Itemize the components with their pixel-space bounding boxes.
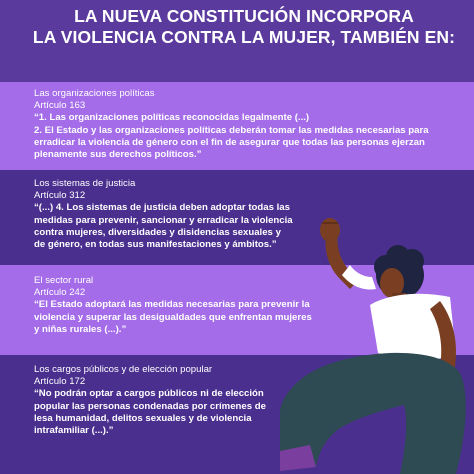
section-heading: El sector rural (34, 275, 94, 286)
quote-line: “El Estado adoptará las medidas necesarias para prevenir la (34, 299, 310, 311)
section-organizaciones-politicas (34, 88, 454, 161)
page-title (24, 6, 464, 48)
quote-line: plenamente sus derechos políticos.” (34, 149, 202, 161)
section-heading: Los sistemas de justicia (34, 178, 136, 189)
quote-line: popular las personas condenadas por crímenes de (34, 400, 266, 412)
title-line-1: LA NUEVA CONSTITUCIÓN INCORPORA (74, 6, 414, 26)
quote-line: contra mujeres, diversidades y disidencias sexuales y (34, 226, 281, 238)
quote-line: “1. Las organizaciones políticas reconocidas legalmente (...) (34, 112, 310, 124)
raised-fist-woman-icon (280, 205, 474, 474)
section-heading: Los cargos públicos y de elección popular (34, 364, 213, 375)
quote-line: erradicar la violencia de género con el fin de asegurar que todas las personas ejerzan (34, 136, 425, 148)
section-cargos-publicos (34, 364, 302, 437)
section-article: Artículo 312 (34, 190, 86, 202)
quote-line: “(...) 4. Los sistemas de justicia deben adoptar todas las (34, 202, 290, 214)
quote-line: de género, en todas sus manifestaciones y ámbitos.” (34, 239, 277, 251)
quote-line: “No podrán optar a cargos públicos ni de elección (34, 388, 264, 400)
title-line-2: LA VIOLENCIA CONTRA LA MUJER, TAMBIÉN EN: (32, 27, 456, 47)
section-heading: Las organizaciones políticas (34, 88, 155, 99)
section-article: Artículo 242 (34, 287, 86, 299)
quote-line: 2. El Estado y las organizaciones políticas deberán tomar las medidas necesarias para (34, 124, 429, 136)
section-sistemas-de-justicia (34, 178, 314, 251)
quote-line: violencia y superar las desigualdades que enfrentan mujeres (34, 311, 312, 323)
quote-line: y niñas rurales (...).” (34, 323, 127, 335)
quote-line: intrafamiliar (...).” (34, 425, 114, 437)
quote-line: medidas para prevenir, sancionar y erradicar la violencia (34, 214, 293, 226)
section-article: Artículo 163 (34, 100, 86, 112)
section-article: Artículo 172 (34, 376, 86, 388)
quote-line: lesa humanidad, delitos sexuales y de violencia (34, 412, 252, 424)
